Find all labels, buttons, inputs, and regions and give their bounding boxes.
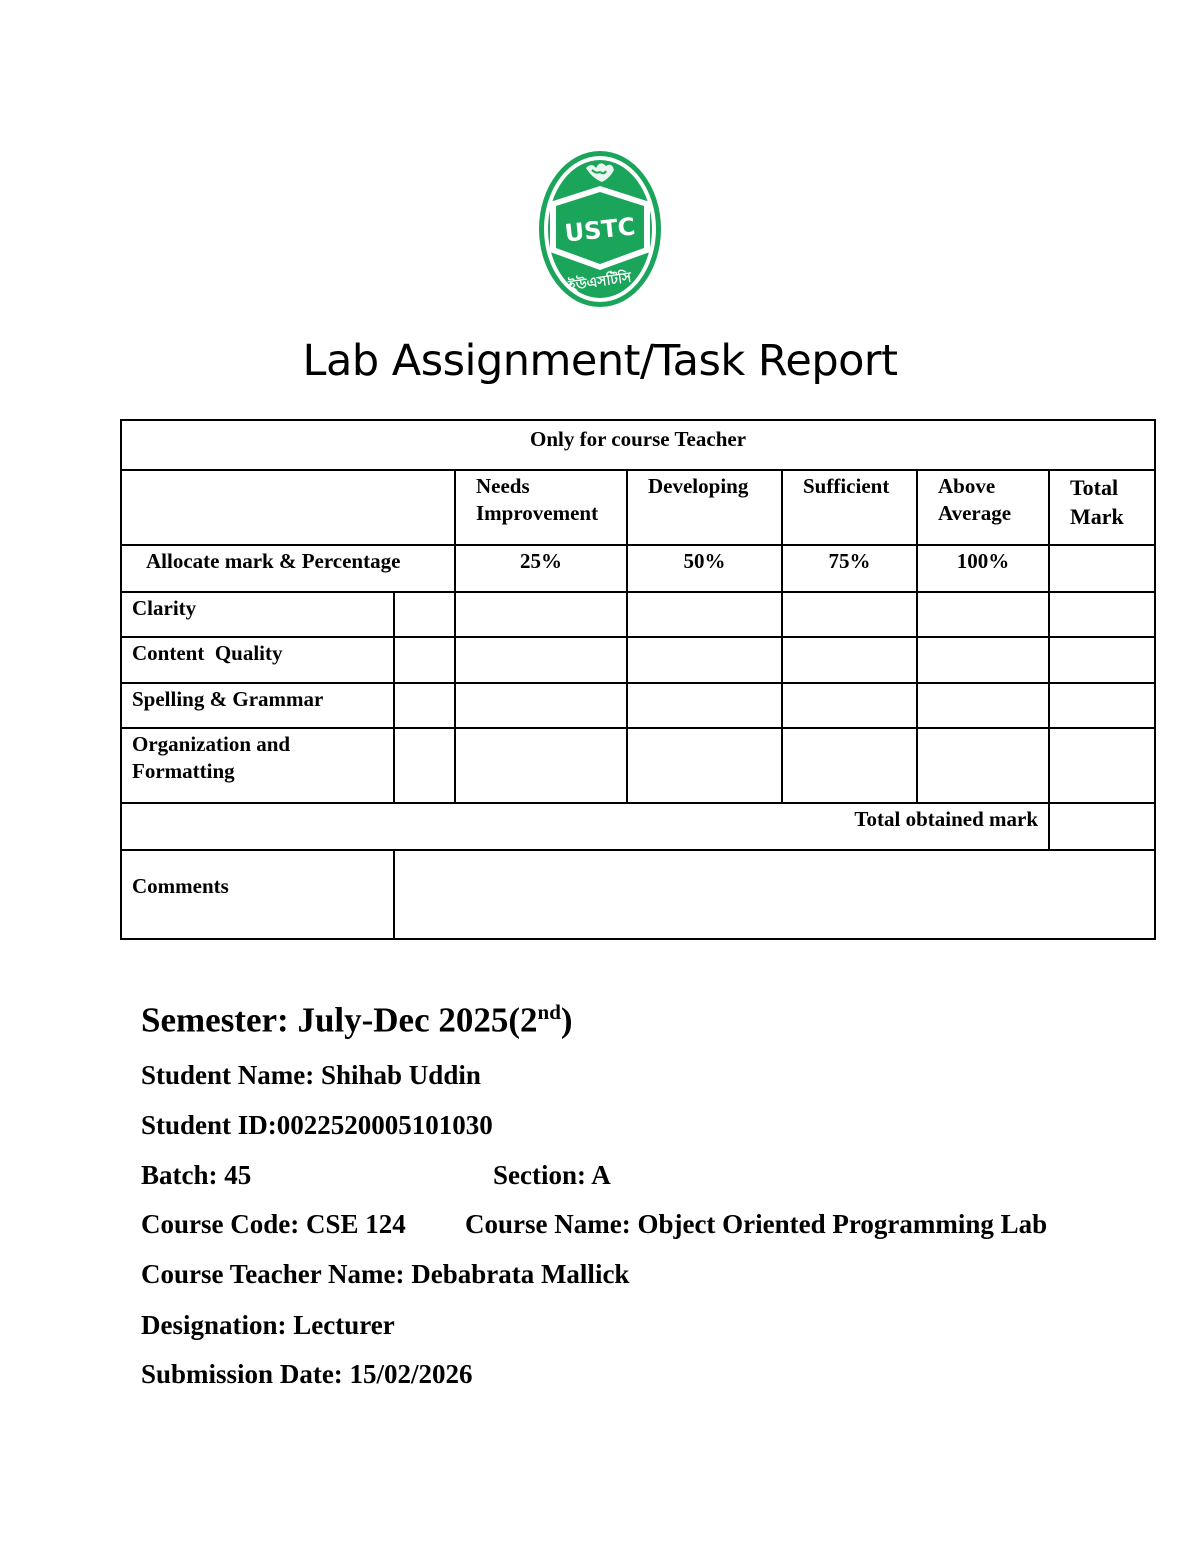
student-id: Student ID:0022520005101030 xyxy=(141,1110,493,1140)
semester-sup: nd xyxy=(537,1000,561,1024)
total-obtained-cell xyxy=(1049,803,1155,850)
mark-cell xyxy=(782,683,917,728)
pct-25: 25% xyxy=(455,545,627,592)
mark-cell xyxy=(455,683,627,728)
comments-label: Comments xyxy=(121,850,394,939)
mark-cell xyxy=(627,728,782,803)
criterion-content-quality: Content Quality xyxy=(121,637,394,683)
mark-cell xyxy=(1049,683,1155,728)
alloc-total-cell xyxy=(1049,545,1155,592)
submission-date: Submission Date: 15/02/2026 xyxy=(141,1359,473,1389)
student-name: Student Name: Shihab Uddin xyxy=(141,1060,481,1090)
mark-cell xyxy=(917,637,1049,683)
rubric-header: Only for course Teacher xyxy=(121,420,1155,470)
page-title: Lab Assignment/Task Report xyxy=(302,336,898,386)
mark-cell xyxy=(782,637,917,683)
semester-text: Semester: July-Dec 2025(2 xyxy=(141,1000,538,1040)
mark-cell xyxy=(782,728,917,803)
mark-cell xyxy=(782,592,917,637)
mark-cell xyxy=(627,637,782,683)
logo-text: USTC xyxy=(563,212,637,248)
criterion-organization: Organization and Formatting xyxy=(121,728,394,803)
mark-cell xyxy=(1049,728,1155,803)
mark-cell xyxy=(455,728,627,803)
ustc-logo-icon xyxy=(536,148,664,310)
course-name: Course Name: Object Oriented Programming Lab xyxy=(465,1209,1048,1239)
designation: Designation: Lecturer xyxy=(141,1310,395,1340)
criterion-spelling-grammar: Spelling & Grammar xyxy=(121,683,394,728)
section: Section: A xyxy=(493,1160,611,1190)
mark-cell xyxy=(455,637,627,683)
total-mark-header: Total Mark xyxy=(1049,470,1155,545)
mark-cell xyxy=(1049,592,1155,637)
comments-cell xyxy=(394,850,1155,939)
mark-cell xyxy=(917,592,1049,637)
mark-cell xyxy=(394,683,455,728)
allocate-label: Allocate mark & Percentage xyxy=(121,545,455,592)
course-teacher: Course Teacher Name: Debabrata Mallick xyxy=(141,1259,630,1289)
rubric-header-blank xyxy=(121,470,455,545)
mark-cell xyxy=(1049,637,1155,683)
mark-cell xyxy=(394,728,455,803)
level-above-average: Above Average xyxy=(917,470,1049,545)
pct-50: 50% xyxy=(627,545,782,592)
semester xyxy=(141,1000,573,1041)
logo-bangla-text: ইউএসটিসি xyxy=(567,269,633,295)
batch: Batch: 45 xyxy=(141,1160,252,1190)
semester-close: ) xyxy=(560,1000,573,1040)
pct-75: 75% xyxy=(782,545,917,592)
mark-cell xyxy=(394,592,455,637)
mark-cell xyxy=(917,728,1049,803)
level-developing: Developing xyxy=(627,470,782,545)
mark-cell xyxy=(917,683,1049,728)
level-needs-improvement: Needs Improvement xyxy=(455,470,627,545)
total-obtained-label: Total obtained mark xyxy=(121,803,1049,850)
mark-cell xyxy=(455,592,627,637)
course-code: Course Code: CSE 124 xyxy=(141,1209,406,1239)
mark-cell xyxy=(627,592,782,637)
criterion-clarity: Clarity xyxy=(121,592,394,637)
level-sufficient: Sufficient xyxy=(782,470,917,545)
rubric-table xyxy=(120,419,1156,940)
pct-100: 100% xyxy=(917,545,1049,592)
mark-cell xyxy=(394,637,455,683)
mark-cell xyxy=(627,683,782,728)
